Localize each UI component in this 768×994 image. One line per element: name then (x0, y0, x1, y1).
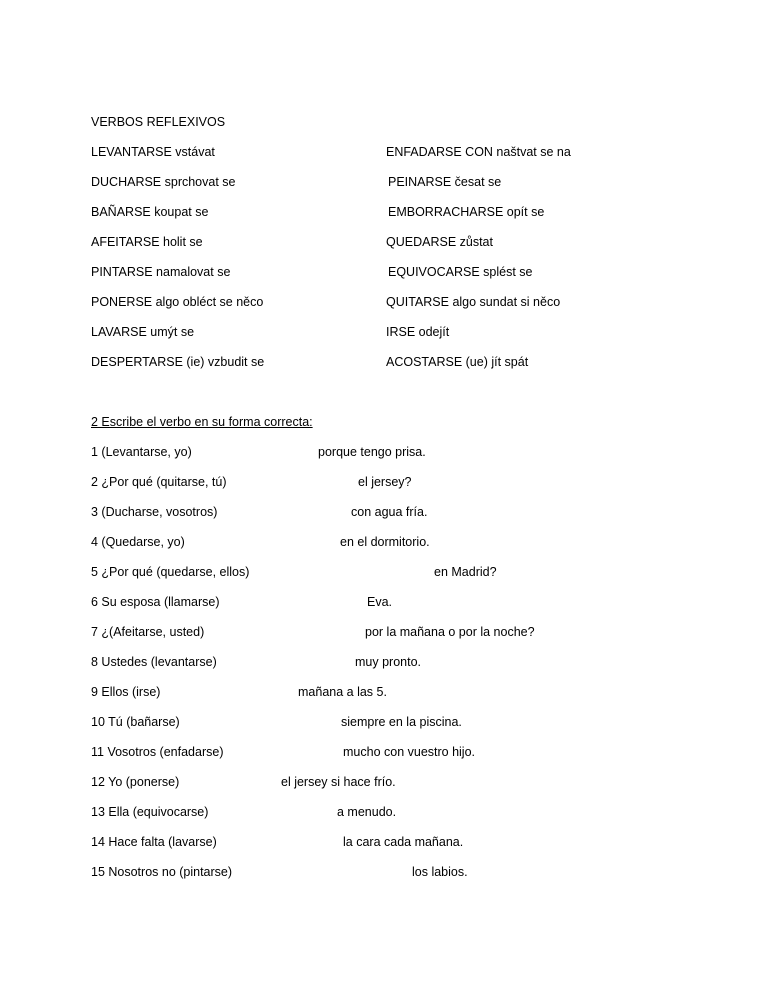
exercise-prompt: 8 Ustedes (levantarse) (91, 655, 217, 669)
exercise-prompt: 2 ¿Por qué (quitarse, tú) (91, 475, 227, 489)
exercise-prompt: 7 ¿(Afeitarse, usted) (91, 625, 205, 639)
vocab-right-item: QUEDARSE zůstat (386, 235, 493, 249)
vocab-left-item: DUCHARSE sprchovat se (91, 175, 236, 189)
vocab-right-item: EQUIVOCARSE splést se (388, 265, 533, 279)
vocab-right-item: PEINARSE česat se (388, 175, 502, 189)
vocab-left-item: PINTARSE namalovat se (91, 265, 231, 279)
exercise-completion: muy pronto. (355, 655, 422, 669)
exercise-completion: porque tengo prisa. (318, 445, 426, 459)
exercise-prompt: 1 (Levantarse, yo) (91, 445, 192, 459)
vocab-right-item: IRSE odejít (386, 325, 450, 339)
exercise-prompt: 15 Nosotros no (pintarse) (91, 865, 233, 879)
vocab-left-item: BAÑARSE koupat se (91, 205, 209, 219)
exercise-completion: siempre en la piscina. (341, 715, 462, 729)
exercise-completion: mucho con vuestro hijo. (343, 745, 476, 759)
vocab-left-item: LEVANTARSE vstávat (91, 145, 215, 159)
vocab-right-item: ACOSTARSE (ue) jít spát (386, 355, 529, 369)
vocab-right-item: EMBORRACHARSE opít se (388, 205, 545, 219)
exercise-prompt: 11 Vosotros (enfadarse) (91, 745, 224, 759)
vocab-right-item: QUITARSE algo sundat si něco (386, 295, 561, 309)
exercise-prompt: 3 (Ducharse, vosotros) (91, 505, 218, 519)
exercise-completion: la cara cada mañana. (343, 835, 464, 849)
vocab-left-item: LAVARSE umýt se (91, 325, 195, 339)
exercise-heading: 2 Escribe el verbo en su forma correcta: (91, 415, 313, 429)
exercise-completion: en Madrid? (434, 565, 497, 579)
page-title: VERBOS REFLEXIVOS (91, 115, 226, 129)
vocab-left-item: PONERSE algo obléct se něco (91, 295, 264, 309)
exercise-completion: con agua fría. (351, 505, 428, 519)
vocab-right-item: ENFADARSE CON naštvat se na (386, 145, 571, 159)
exercise-prompt: 9 Ellos (irse) (91, 685, 161, 699)
exercise-completion: el jersey? (358, 475, 412, 489)
exercise-prompt: 10 Tú (bañarse) (91, 715, 180, 729)
exercise-prompt: 12 Yo (ponerse) (91, 775, 180, 789)
exercise-prompt: 14 Hace falta (lavarse) (91, 835, 217, 849)
exercise-completion: Eva. (367, 595, 393, 609)
exercise-completion: a menudo. (337, 805, 397, 819)
exercise-prompt: 4 (Quedarse, yo) (91, 535, 185, 549)
vocab-left-item: DESPERTARSE (ie) vzbudit se (91, 355, 265, 369)
exercise-completion: los labios. (412, 865, 468, 879)
exercise-prompt: 13 Ella (equivocarse) (91, 805, 209, 819)
exercise-prompt: 6 Su esposa (llamarse) (91, 595, 220, 609)
exercise-completion: por la mañana o por la noche? (365, 625, 535, 639)
vocab-left-item: AFEITARSE holit se (91, 235, 203, 249)
exercise-prompt: 5 ¿Por qué (quedarse, ellos) (91, 565, 250, 579)
exercise-completion: el jersey si hace frío. (281, 775, 396, 789)
exercise-completion: en el dormitorio. (340, 535, 430, 549)
exercise-completion: mañana a las 5. (298, 685, 387, 699)
